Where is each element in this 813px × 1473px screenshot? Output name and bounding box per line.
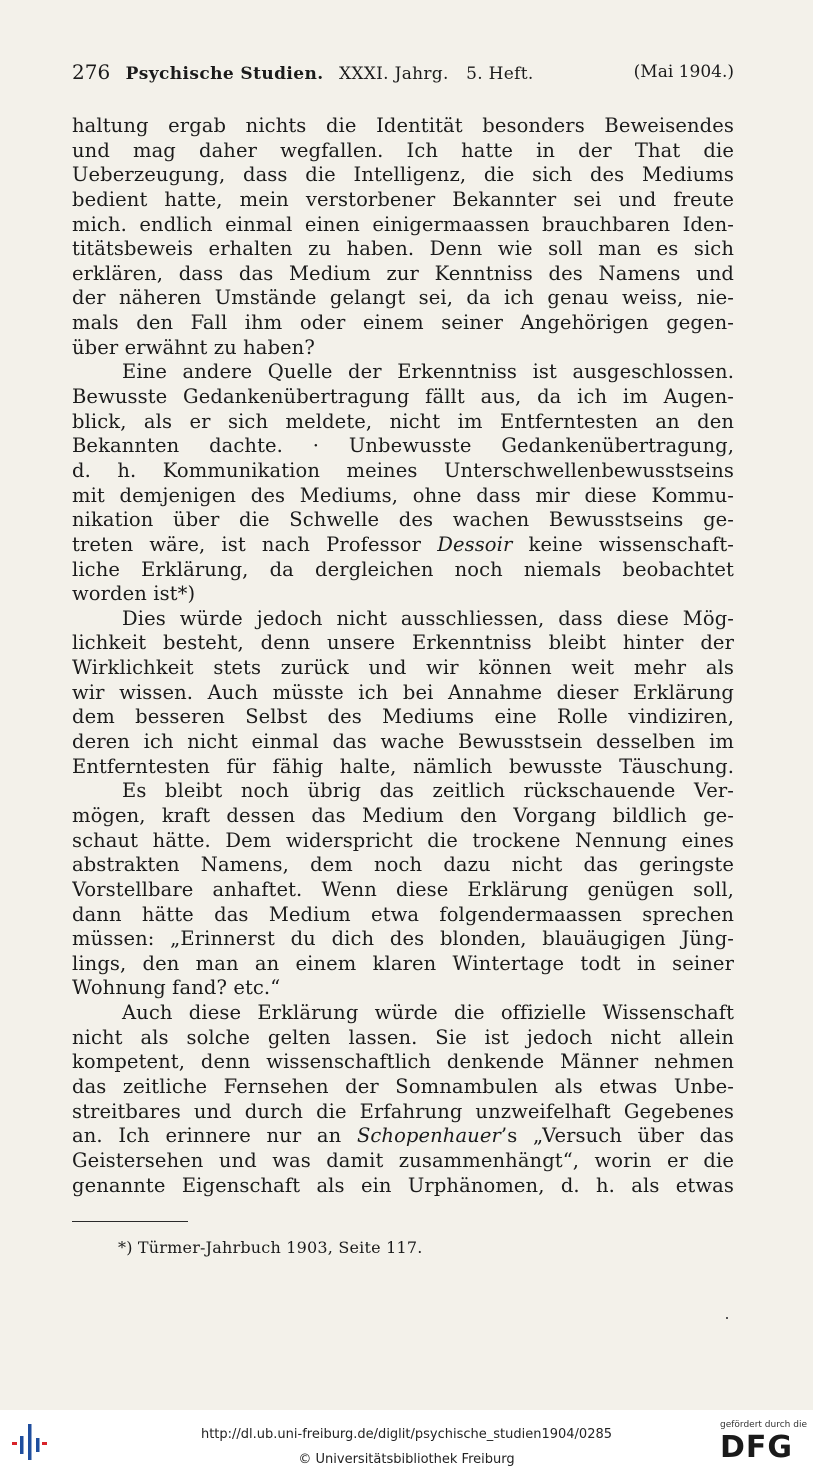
source-url-link[interactable]: http://dl.ub.uni-freiburg.de/diglit/psychische_studien1904/0285 xyxy=(200,1427,613,1442)
text-line: müssen: „Erinnerst du dich des blonden, blauäugigen Jüng- xyxy=(72,927,734,951)
text-line: mit demjenigen des Mediums, ohne dass mir diese Kommu- xyxy=(72,483,734,507)
text-line: nicht als solche gelten lassen. Sie ist jedoch nicht allein xyxy=(72,1025,734,1049)
journal-title: Psychische Studien. xyxy=(125,64,324,84)
paragraph-start-line: Eine andere Quelle der Erkenntniss ist ausgeschlossen. xyxy=(122,360,734,384)
dfg-logo: DFG xyxy=(720,1430,794,1465)
text-line: Entferntesten für fähig halte, nämlich bewusste Täuschung. xyxy=(72,754,734,778)
body-text xyxy=(72,114,734,1198)
text-line: Bekannten dachte. · Unbewusste Gedankenübertragung, xyxy=(72,434,734,458)
text-line: Bewusste Gedankenübertragung fällt aus, da ich im Augen- xyxy=(72,385,734,409)
copyright-text: © Universitätsbibliothek Freiburg xyxy=(298,1452,515,1467)
text-line: haltung ergab nichts die Identität besonders Beweisendes xyxy=(72,114,734,137)
running-header xyxy=(72,60,734,84)
footnote-divider xyxy=(72,1221,188,1222)
text-line: lichkeit besteht, denn unsere Erkenntniss bleibt hinter der xyxy=(72,631,734,655)
scan-speck xyxy=(726,1317,728,1319)
text-line: dann hätte das Medium etwa folgendermaassen sprechen xyxy=(72,902,734,926)
journal-year: XXXI. Jahrg. xyxy=(338,64,449,84)
text-line xyxy=(72,533,734,558)
text-line: kompetent, denn wissenschaftlich denkende Männer nehmen xyxy=(72,1050,734,1074)
text-line: der näheren Umstände gelangt sei, da ich genau weiss, nie- xyxy=(72,286,734,310)
text-line: liche Erklärung, da dergleichen noch niemals beobachtet xyxy=(72,557,734,581)
text-line: Geistersehen und was damit zusammenhängt“, worin er die xyxy=(72,1148,734,1172)
journal-issue: 5. Heft. xyxy=(466,64,534,84)
text-segment: ’s „Versuch über das xyxy=(500,1124,734,1148)
text-line: streitbares und durch die Erfahrung unzweifelhaft Gegebenes xyxy=(72,1099,734,1123)
author-name-schopenhauer: Schopenhauer xyxy=(356,1124,501,1148)
text-line: d. h. Kommunikation meines Unterschwellenbewusstseins xyxy=(72,458,734,482)
text-line: worden ist*) xyxy=(72,582,196,606)
issue-date: (Mai 1904.) xyxy=(633,62,734,82)
author-name-dessoir: Dessoir xyxy=(437,532,513,556)
text-line: über erwähnt zu haben? xyxy=(72,335,315,359)
text-line: das zeitliche Fernsehen der Somnambulen als etwas Unbe- xyxy=(72,1074,734,1098)
paragraph-start-line: Es bleibt noch übrig das zeitlich rückschauende Ver- xyxy=(122,779,734,803)
text-segment: keine wissenschaft- xyxy=(512,532,734,556)
text-line: Vorstellbare anhaftet. Wenn diese Erklärung genügen soll, xyxy=(72,877,734,901)
dfg-caption: gefördert durch die xyxy=(720,1420,807,1430)
text-line: abstrakten Namens, dem noch dazu nicht das geringste xyxy=(72,853,734,877)
text-line: deren ich nicht einmal das wache Bewusstsein desselben im xyxy=(72,730,734,754)
text-line: bedient hatte, mein verstorbener Bekannter sei und freute xyxy=(72,187,734,211)
text-line: Ueberzeugung, dass die Intelligenz, die sich des Mediums xyxy=(72,163,734,187)
text-line: Wirklichkeit stets zurück und wir können weit mehr als xyxy=(72,656,734,680)
footnote: *) Türmer-Jahrbuch 1903, Seite 117. xyxy=(118,1238,423,1257)
viewer-footer xyxy=(0,1410,813,1473)
text-line: titätsbeweis erhalten zu haben. Denn wie soll man es sich xyxy=(72,237,734,261)
text-line: blick, als er sich meldete, nicht im Entferntesten an den xyxy=(72,409,734,433)
paragraph-start-line: Dies würde jedoch nicht ausschliessen, dass diese Mög- xyxy=(122,606,734,630)
text-line xyxy=(72,1124,734,1149)
text-line: mich. endlich einmal einen einigermaassen brauchbaren Iden- xyxy=(72,212,734,236)
text-line: genannte Eigenschaft als ein Urphänomen, d. h. als etwas xyxy=(72,1173,734,1197)
text-line: erklären, dass das Medium zur Kenntniss des Namens und xyxy=(72,261,734,285)
text-line: Wohnung fand? etc.“ xyxy=(72,976,281,1000)
text-line: nikation über die Schwelle des wachen Bewusstseins ge- xyxy=(72,508,734,532)
text-line: dem besseren Selbst des Mediums eine Rolle vindiziren, xyxy=(72,705,734,729)
text-line: wir wissen. Auch müsste ich bei Annahme dieser Erklärung xyxy=(72,680,734,704)
text-line: schaut hätte. Dem widerspricht die trockene Nennung eines xyxy=(72,828,734,852)
text-line: und mag daher wegfallen. Ich hatte in der That die xyxy=(72,138,734,162)
text-line: mals den Fall ihm oder einem seiner Angehörigen gegen- xyxy=(72,311,734,335)
text-segment: an. Ich erinnere nur an xyxy=(72,1124,357,1148)
text-line: lings, den man an einem klaren Wintertage todt in seiner xyxy=(72,951,734,975)
text-line: mögen, kraft dessen das Medium den Vorgang bildlich ge- xyxy=(72,803,734,827)
paragraph-start-line: Auch diese Erklärung würde die offizielle Wissenschaft xyxy=(122,1001,734,1025)
text-segment: treten wäre, ist nach Professor xyxy=(72,532,438,556)
page-number: 276 xyxy=(72,60,111,84)
